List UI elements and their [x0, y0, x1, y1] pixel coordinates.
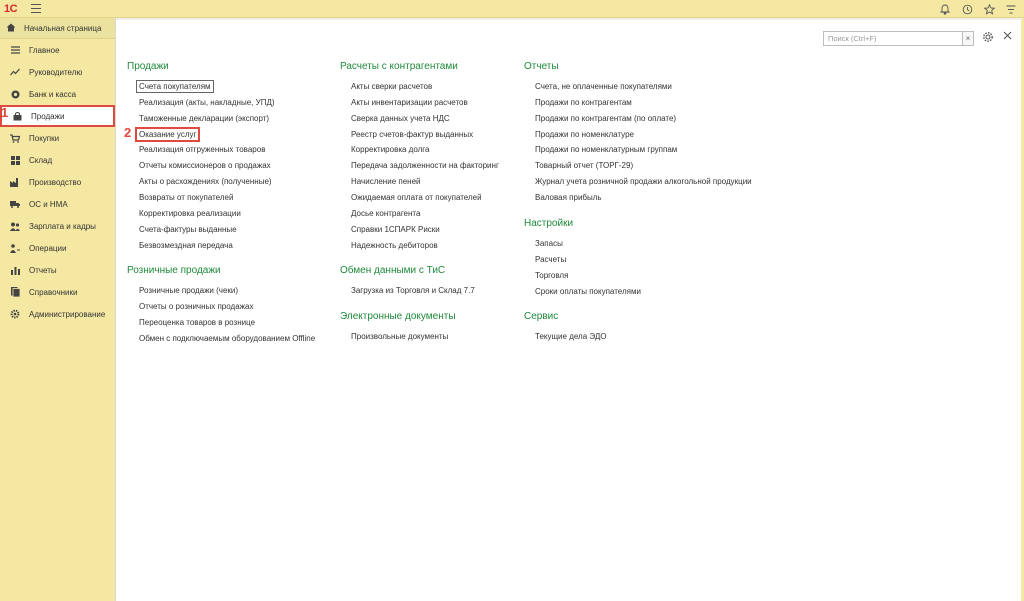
sidebar-item[interactable]	[0, 237, 115, 259]
section-link-reports[interactable]: Продажи по контрагентам (по оплате)	[535, 113, 677, 123]
step-marker-1: 1	[1, 105, 9, 120]
section-link-settlements[interactable]: Акты сверки расчетов	[351, 82, 433, 91]
sidebar-item[interactable]	[0, 39, 115, 61]
sidebar-item[interactable]	[0, 83, 115, 105]
section-link-sales[interactable]: Корректировка реализации	[139, 208, 241, 218]
search-input[interactable]: Поиск (Ctrl+F)	[823, 31, 967, 46]
section-link-edocs[interactable]: Произвольные документы	[351, 332, 449, 341]
section-link-sales[interactable]: Реализация (акты, накладные, УПД)	[139, 97, 275, 107]
section-link-reports[interactable]: Счета, не оплаченные покупателями	[535, 82, 672, 91]
section-link-sales[interactable]: Акты о расхождениях (полученные)	[139, 177, 272, 187]
filter-menu-icon[interactable]	[1004, 2, 1018, 16]
section-title-sales: Продажи	[127, 61, 169, 72]
hamburger-menu-icon[interactable]	[31, 4, 41, 13]
section-title-exchange: Обмен данными с ТиС	[340, 265, 446, 276]
section-link-sales[interactable]: Отчеты комиссионеров о продажах	[139, 161, 271, 171]
section-link-retail[interactable]: Отчеты о розничных продажах	[139, 301, 254, 311]
sidebar-item[interactable]	[0, 193, 115, 215]
trend-chart-icon	[10, 67, 20, 77]
section-link-reports[interactable]: Продажи по контрагентам	[535, 97, 632, 107]
section-link-reports[interactable]: Журнал учета розничной продажи алкогольной продукции	[535, 177, 752, 187]
sidebar-item[interactable]	[0, 61, 115, 83]
step-marker-2: 2	[124, 125, 132, 140]
section-link-settlements[interactable]: Справки 1СПАРК Риски	[351, 224, 440, 234]
truck-icon	[10, 199, 20, 209]
section-link-retail[interactable]: Розничные продажи (чеки)	[139, 286, 239, 295]
section-title-service: Сервис	[524, 311, 559, 322]
bar-chart-icon	[10, 265, 20, 275]
sidebar	[0, 18, 115, 601]
shopping-bag-icon	[12, 111, 22, 121]
factory-icon	[10, 177, 20, 187]
bell-icon[interactable]	[938, 2, 952, 16]
section-link-sales[interactable]: Оказание услуг	[135, 127, 200, 142]
sidebar-item-label: Покупки	[29, 133, 60, 143]
section-link-sales[interactable]: Таможенные декларации (экспорт)	[139, 113, 270, 123]
section-link-settlements[interactable]: Реестр счетов-фактур выданных	[351, 129, 474, 139]
sidebar-item-label: Отчеты	[29, 265, 57, 275]
settings-gear-icon[interactable]	[982, 31, 994, 46]
section-link-settlements[interactable]: Начисление пеней	[351, 177, 421, 187]
section-title-settlements: Расчеты с контрагентами	[340, 61, 458, 72]
close-icon[interactable]	[1003, 31, 1012, 43]
sidebar-item-label: Администрирование	[29, 309, 106, 319]
home-icon	[6, 23, 16, 34]
home-page-item[interactable]	[0, 18, 115, 39]
section-title-reports: Отчеты	[524, 61, 559, 72]
sidebar-item[interactable]	[0, 149, 115, 171]
app-logo: 1С	[4, 3, 18, 15]
section-link-sales[interactable]: Возвраты от покупателей	[139, 192, 234, 202]
history-icon[interactable]	[960, 2, 974, 16]
star-icon[interactable]	[982, 2, 996, 16]
section-link-sales[interactable]: Счета покупателям	[136, 80, 214, 93]
section-link-settings[interactable]: Запасы	[535, 239, 563, 248]
section-link-sales[interactable]: Безвозмездная передача	[139, 240, 233, 250]
section-title-settings: Настройки	[524, 218, 574, 229]
sidebar-item[interactable]	[0, 281, 115, 303]
section-link-settlements[interactable]: Передача задолженности на факторинг	[351, 161, 499, 171]
sidebar-item-label: Производство	[29, 177, 82, 187]
gear-icon	[10, 309, 20, 319]
sidebar-item-label: Справочники	[29, 287, 78, 297]
section-link-settlements[interactable]: Корректировка долга	[351, 145, 430, 155]
sidebar-item-label: Зарплата и кадры	[29, 221, 96, 231]
sidebar-item[interactable]	[0, 127, 115, 149]
sidebar-item[interactable]	[0, 171, 115, 193]
people-icon	[10, 221, 20, 231]
section-link-reports[interactable]: Продажи по номенклатурным группам	[535, 145, 678, 155]
boxes-icon	[10, 155, 20, 165]
home-page-label: Начальная страница	[24, 23, 102, 33]
menu-lines-icon	[10, 45, 20, 55]
sidebar-item-label: Операции	[29, 243, 67, 253]
section-link-settlements[interactable]: Надежность дебиторов	[351, 240, 438, 250]
sidebar-item-label: Главное	[29, 45, 60, 55]
sidebar-item-label: ОС и НМА	[29, 199, 68, 209]
section-link-settlements[interactable]: Ожидаемая оплата от покупателей	[351, 192, 482, 202]
coin-icon	[10, 89, 20, 99]
section-link-reports[interactable]: Продажи по номенклатуре	[535, 129, 634, 139]
search-clear-button[interactable]: ×	[962, 31, 974, 46]
person-operations-icon	[10, 243, 20, 253]
top-bar	[0, 0, 1024, 18]
section-link-sales[interactable]: Реализация отгруженных товаров	[139, 145, 266, 155]
section-title-edocs: Электронные документы	[340, 311, 456, 322]
sidebar-item[interactable]	[0, 303, 115, 325]
section-link-sales[interactable]: Счета-фактуры выданные	[139, 224, 237, 234]
sidebar-item[interactable]	[0, 259, 115, 281]
section-link-settlements[interactable]: Акты инвентаризации расчетов	[351, 97, 468, 107]
book-icon	[10, 287, 20, 297]
sidebar-item-label: Банк и касса	[29, 89, 77, 99]
section-link-settlements[interactable]: Сверка данных учета НДС	[351, 113, 450, 123]
shopping-cart-icon	[10, 133, 20, 143]
section-link-settings[interactable]: Расчеты	[535, 254, 567, 264]
section-title-retail: Розничные продажи	[127, 265, 221, 276]
sidebar-item-label: Продажи	[31, 111, 65, 121]
section-link-retail[interactable]: Переоценка товаров в рознице	[139, 317, 256, 327]
sidebar-item[interactable]	[0, 105, 115, 127]
section-link-reports[interactable]: Валовая прибыль	[535, 192, 602, 202]
section-link-settings[interactable]: Торговля	[535, 270, 569, 280]
sidebar-item-label: Склад	[29, 155, 53, 165]
sidebar-item-label: Руководителю	[29, 67, 83, 77]
sidebar-item[interactable]	[0, 215, 115, 237]
section-link-service[interactable]: Текущие дела ЭДО	[535, 332, 607, 341]
section-link-reports[interactable]: Товарный отчет (ТОРГ-29)	[535, 161, 634, 171]
section-link-retail[interactable]: Обмен с подключаемым оборудованием Offline	[139, 333, 316, 343]
section-link-settings[interactable]: Сроки оплаты покупателями	[535, 286, 641, 296]
tabs-strip	[116, 18, 1022, 20]
section-link-settlements[interactable]: Досье контрагента	[351, 208, 421, 218]
section-link-exchange[interactable]: Загрузка из Торговля и Склад 7.7	[351, 286, 475, 295]
